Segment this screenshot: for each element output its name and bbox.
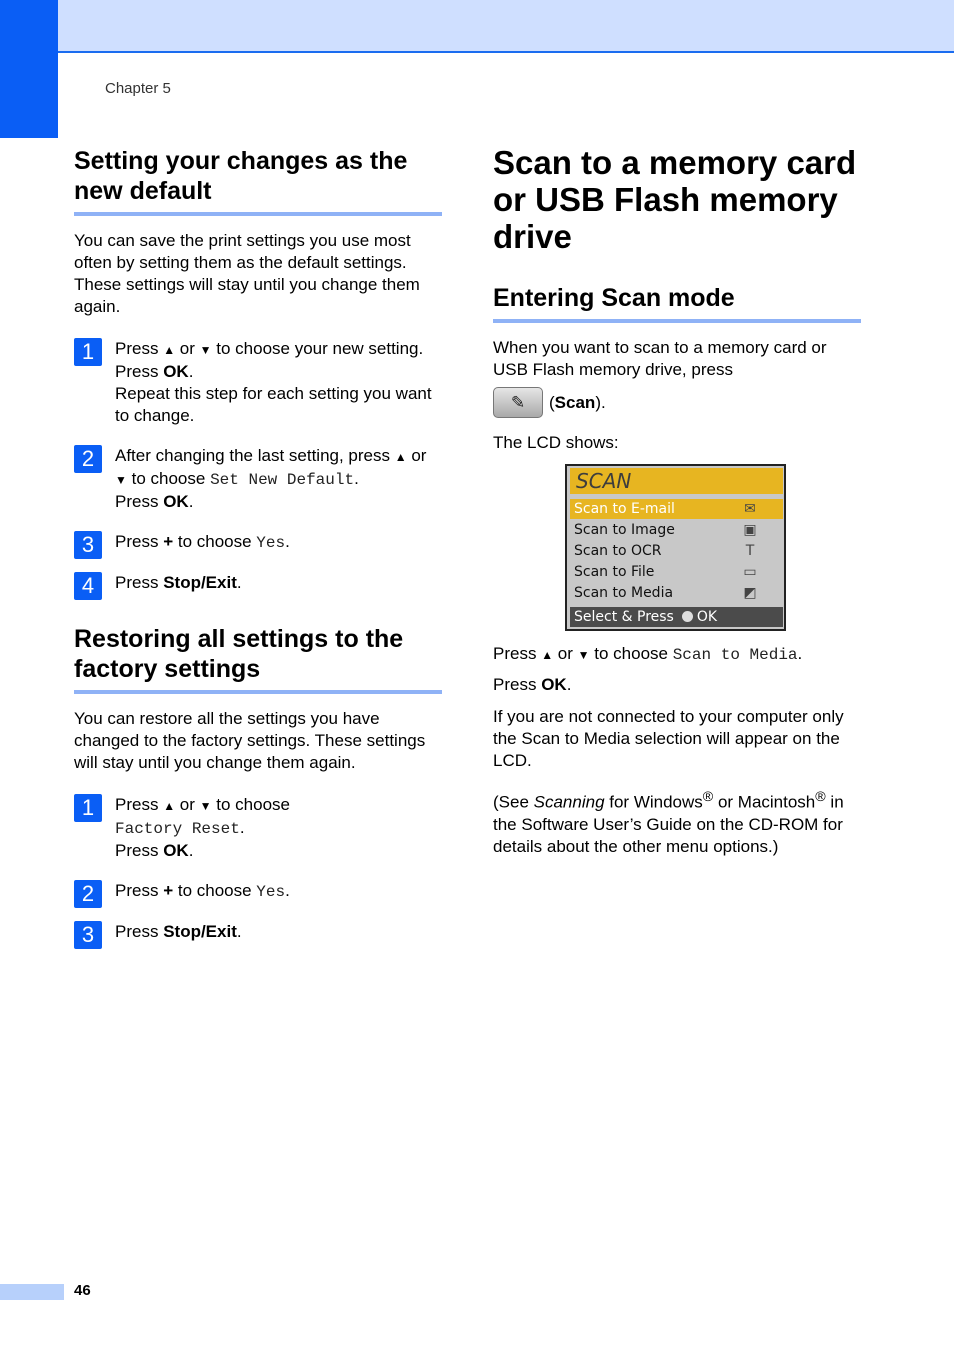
lcd-option: Scan to Media <box>672 646 798 664</box>
lcd-screen <box>565 464 786 631</box>
section-title-default: Setting your changes as the new default <box>74 146 442 216</box>
envelope-icon: ✉ <box>744 501 756 517</box>
chapter-tab <box>0 0 58 138</box>
lcd-menu-item[interactable]: Scan to Media ◩ <box>570 583 783 603</box>
lcd-option: Yes <box>256 534 286 552</box>
scan-key-line: ✎ ( Scan ). <box>493 387 861 418</box>
step-2: 2 Press + to choose Yes. <box>74 880 442 903</box>
stop-exit-key: Stop/Exit <box>163 922 237 941</box>
down-arrow-icon: ▼ <box>199 799 212 813</box>
ocr-icon: T <box>745 543 755 559</box>
press-ok-line: Press OK. <box>493 675 572 694</box>
lcd-option: Set New Default <box>210 471 355 489</box>
up-arrow-icon: ▲ <box>541 648 554 662</box>
left-column <box>74 146 442 961</box>
footer-band <box>0 1284 64 1300</box>
lcd-menu-item[interactable]: Scan to File ▭ <box>570 562 783 582</box>
down-arrow-icon: ▼ <box>115 473 127 487</box>
step-number: 1 <box>74 794 102 822</box>
step-number: 3 <box>74 921 102 949</box>
ok-key: OK <box>163 492 189 511</box>
step-1: 1 Press ▲ or ▼ to choose Factory Reset. Press OK. <box>74 794 442 862</box>
page-number: 46 <box>74 1282 91 1299</box>
ok-key: OK <box>163 841 189 860</box>
ok-key: OK <box>541 675 567 694</box>
lcd-option: Yes <box>256 883 286 901</box>
lcd-footer: Select & Press OK <box>570 607 783 627</box>
step-number: 3 <box>74 531 102 559</box>
plus-key: + <box>163 532 174 551</box>
step-number: 2 <box>74 445 102 473</box>
chapter-label: Chapter 5 <box>105 80 171 97</box>
down-arrow-icon: ▼ <box>577 648 590 662</box>
step-number: 1 <box>74 338 102 366</box>
scanner-icon: ✎ <box>493 387 543 418</box>
step-3: 3 Press + to choose Yes. <box>74 531 442 554</box>
up-arrow-icon: ▲ <box>394 450 407 464</box>
header-band <box>0 0 954 53</box>
lcd-option: Factory Reset <box>115 820 240 838</box>
not-connected-note: If you are not connected to your computer only the Scan to Media selection will appear on the LCD. <box>493 707 844 770</box>
lcd-menu-item[interactable]: Scan to Image ▣ <box>570 520 783 540</box>
image-icon: ▣ <box>743 522 757 538</box>
step-1: 1 Press ▲ or ▼ to choose your new setting. Press OK. Repeat this step for each setting you want to change. <box>74 338 442 427</box>
step-number: 4 <box>74 572 102 600</box>
step-2: 2 After changing the last setting, press ▲ or ▼ to choose Set New Default. Press OK. <box>74 445 442 513</box>
scan-intro: When you want to scan to a memory card or USB Flash memory drive, press <box>493 338 827 379</box>
lcd-intro: The LCD shows: <box>493 433 619 452</box>
press-choose-line: Press ▲ or ▼ to choose Scan to Media. <box>493 644 803 664</box>
right-column <box>493 144 861 878</box>
section-intro-restore: You can restore all the settings you have changed to the factory settings. These settings will stay until you change them again. <box>74 709 426 772</box>
see-guide-note: (See Scanning for Windows® or Macintosh® in the Software User’s Guide on the CD-ROM for details about the other menu options.) <box>493 789 844 856</box>
step-4: 4 Press Stop/Exit. <box>74 572 442 594</box>
up-arrow-icon: ▲ <box>163 799 176 813</box>
folder-icon: ▭ <box>743 564 757 580</box>
ok-button-icon <box>682 611 693 622</box>
section-title-restore: Restoring all settings to the factory settings <box>74 624 442 694</box>
scan-key: Scan <box>554 392 596 412</box>
lcd-title: SCAN <box>570 468 783 494</box>
lcd-menu-item[interactable]: Scan to OCR T <box>570 541 783 561</box>
down-arrow-icon: ▼ <box>199 343 212 357</box>
chapter-title: Scan to a memory card or USB Flash memory drive <box>493 144 857 255</box>
step-3: 3 Press Stop/Exit. <box>74 921 442 943</box>
stop-exit-key: Stop/Exit <box>163 573 237 592</box>
plus-key: + <box>163 881 174 900</box>
lcd-menu-item[interactable]: Scan to E-mail ✉ <box>570 499 783 519</box>
media-card-icon: ◩ <box>743 585 757 601</box>
section-title-scan-mode: Entering Scan mode <box>493 283 861 323</box>
step-number: 2 <box>74 880 102 908</box>
up-arrow-icon: ▲ <box>163 343 176 357</box>
ok-key: OK <box>163 362 189 381</box>
section-intro-default: You can save the print settings you use most often by setting them as the default settings. These settings will stay until you change them again. <box>74 231 420 316</box>
